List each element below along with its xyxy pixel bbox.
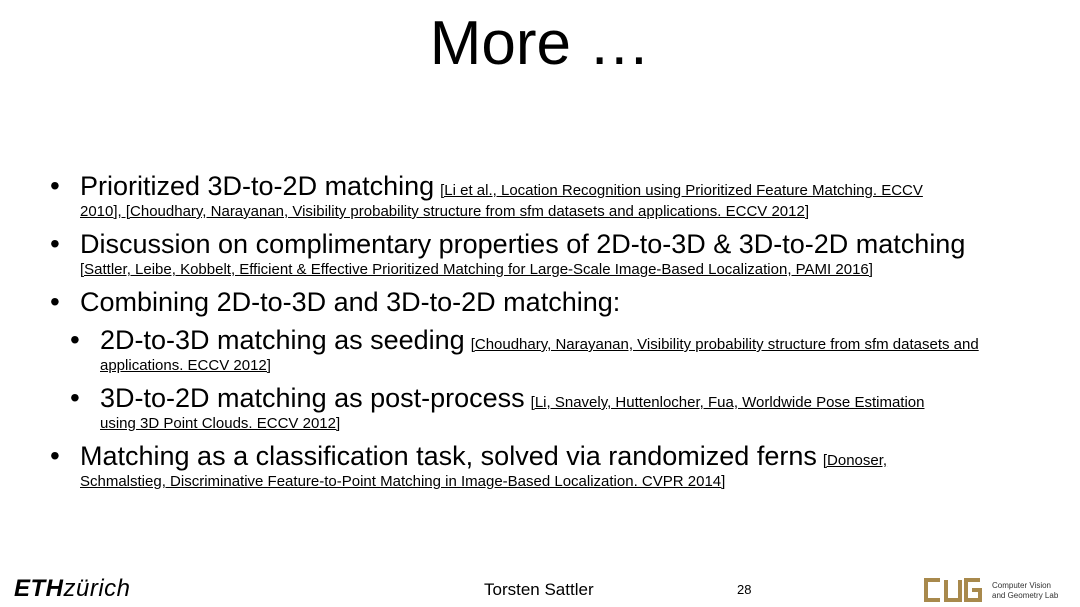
reference-link[interactable]: [Li et al., Location Recognition using Prioritized Feature Matching. ECCV: [440, 182, 923, 199]
bullet-icon: •: [50, 228, 60, 259]
list-item: [48, 440, 1038, 492]
reference-link[interactable]: [Sattler, Leibe, Kobbelt, Efficient & Effective Prioritized Matching for Large-Scale Image-Based Localization, PAMI 2016]: [80, 261, 873, 278]
lab-name-line: Computer Vision: [992, 581, 1051, 590]
bullet-icon: •: [50, 286, 60, 317]
bullet-text: Discussion on complimentary properties of 2D-to-3D & 3D-to-2D matching: [80, 229, 966, 259]
bullet-icon: •: [50, 440, 60, 471]
lab-name: [992, 581, 1058, 601]
sub-list-item: [48, 382, 1038, 434]
reference-link[interactable]: [Choudhary, Narayanan, Visibility probability structure from sfm datasets and: [470, 336, 979, 353]
cvg-logo-icon: [922, 575, 988, 605]
bullet-text: Prioritized 3D-to-2D matching: [80, 171, 435, 201]
page-number: 28: [737, 582, 752, 597]
list-item: [48, 228, 1038, 280]
reference-link[interactable]: [Donoser,: [822, 452, 888, 469]
list-item: [48, 170, 1038, 222]
bullet-text: 2D-to-3D matching as seeding: [100, 325, 465, 355]
bullet-text: Combining 2D-to-3D and 3D-to-2D matching:: [80, 287, 621, 317]
reference-link[interactable]: Schmalstieg, Discriminative Feature-to-Point Matching in Image-Based Localization. CVPR 2014]: [80, 473, 726, 490]
bullet-icon: •: [70, 324, 80, 355]
reference-link[interactable]: applications. ECCV 2012]: [100, 357, 271, 374]
zurich-logo-text: zürich: [63, 575, 131, 602]
bullet-list: [48, 170, 1038, 498]
slide-title: More …: [429, 9, 651, 78]
eth-zurich-logo: [14, 575, 131, 603]
reference-link[interactable]: [Li, Snavely, Huttenlocher, Fua, Worldwide Pose Estimation: [530, 394, 925, 411]
list-item: [48, 286, 1038, 318]
bullet-icon: •: [70, 382, 80, 413]
bullet-text: Matching as a classification task, solved via randomized ferns: [80, 441, 817, 471]
reference-link[interactable]: 2010], [Choudhary, Narayanan, Visibility probability structure from sfm datasets and applications. ECCV 2012]: [80, 203, 809, 220]
bullet-text: 3D-to-2D matching as post-process: [100, 383, 525, 413]
sub-list-item: [48, 324, 1038, 376]
lab-name-line: and Geometry Lab: [992, 591, 1059, 600]
eth-logo-text: ETH: [14, 575, 64, 602]
reference-link[interactable]: using 3D Point Clouds. ECCV 2012]: [100, 415, 341, 432]
bullet-icon: •: [50, 170, 60, 201]
author-name: Torsten Sattler: [484, 580, 594, 599]
